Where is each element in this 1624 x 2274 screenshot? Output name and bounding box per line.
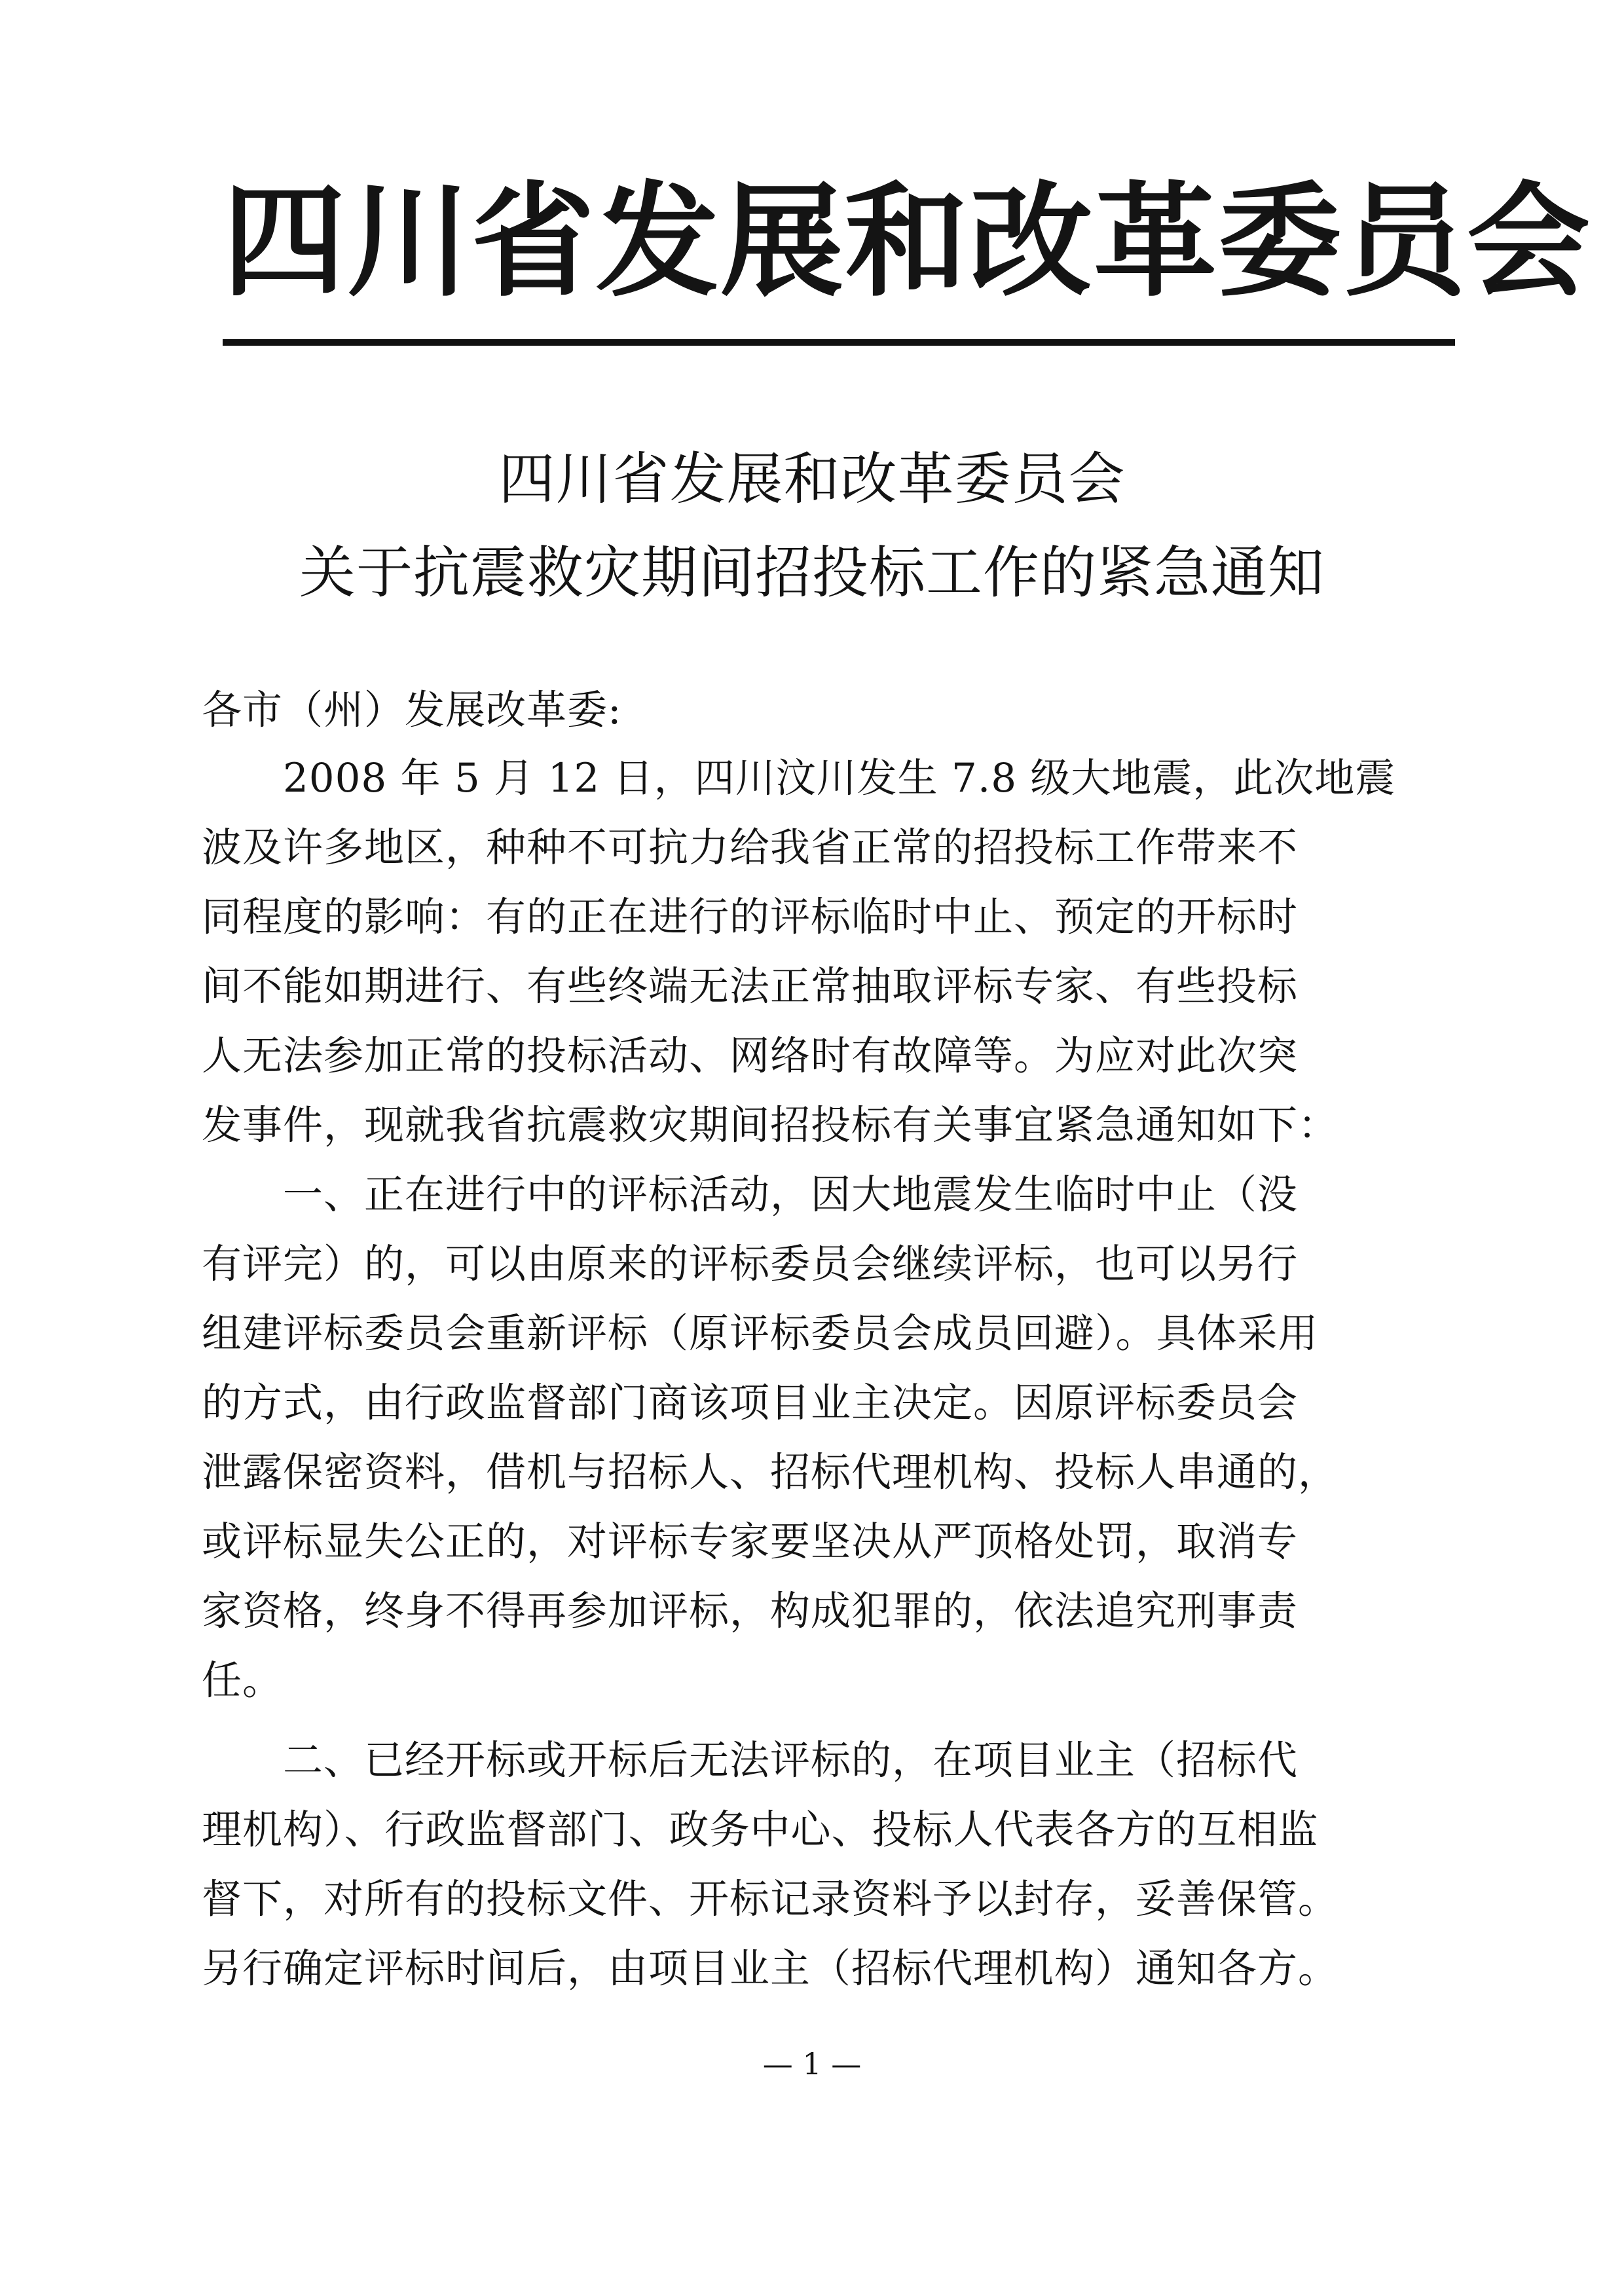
body-line: 间不能如期进行、有些终端无法正常抽取评标专家、有些投标 <box>202 963 1299 1010</box>
body-line: 波及许多地区，种种不可抗力给我省正常的招投标工作带来不 <box>202 824 1299 871</box>
body-line: 2008 年 5 月 12 日，四川汶川发生 7.8 级大地震，此次地震 <box>202 755 1396 801</box>
document-title-line-1: 四川省发展和改革委员会 <box>498 447 1126 512</box>
body-line: 另行确定评标时间后，由项目业主（招标代理机构）通知各方。 <box>202 1945 1339 1992</box>
letterhead-rule <box>223 339 1455 346</box>
letterhead-title: 四川省发展和改革委员会 <box>223 170 1591 314</box>
body-line: 有评完）的，可以由原来的评标委员会继续评标，也可以另行 <box>202 1241 1299 1287</box>
body-line: 督下，对所有的投标文件、开标记录资料予以封存，妥善保管。 <box>202 1876 1339 1922</box>
document-title-line-2: 关于抗震救灾期间招投标工作的紧急通知 <box>299 540 1325 606</box>
body-line: 同程度的影响：有的正在进行的评标临时中止、预定的开标时 <box>202 894 1299 940</box>
body-line: 理机构）、行政监督部门、政务中心、投标人代表各方的互相监 <box>202 1806 1319 1853</box>
body-line: 或评标显失公正的，对评标专家要坚决从严顶格处罚，取消专 <box>202 1518 1299 1565</box>
body-line: 的方式，由行政监督部门商该项目业主决定。因原评标委员会 <box>202 1380 1299 1426</box>
body-line: 发事件，现就我省抗震救灾期间招投标有关事宜紧急通知如下： <box>202 1102 1339 1148</box>
body-line: 泄露保密资料，借机与招标人、招标代理机构、投标人串通的， <box>202 1449 1339 1495</box>
body-line: 家资格，终身不得再参加评标，构成犯罪的，依法追究刑事责 <box>202 1588 1299 1634</box>
body-line: 组建评标委员会重新评标（原评标委员会成员回避）。具体采用 <box>202 1310 1319 1357</box>
body-line: 二、已经开标或开标后无法评标的，在项目业主（招标代 <box>202 1737 1299 1784</box>
salutation: 各市（州）发展改革委: <box>202 687 622 733</box>
body-line: 人无法参加正常的投标活动、网络时有故障等。为应对此次突 <box>202 1033 1299 1079</box>
page-number: — 1 — <box>762 2046 862 2081</box>
body-line: 任。 <box>202 1657 284 1704</box>
body-line: 一、正在进行中的评标活动，因大地震发生临时中止（没 <box>202 1171 1299 1218</box>
